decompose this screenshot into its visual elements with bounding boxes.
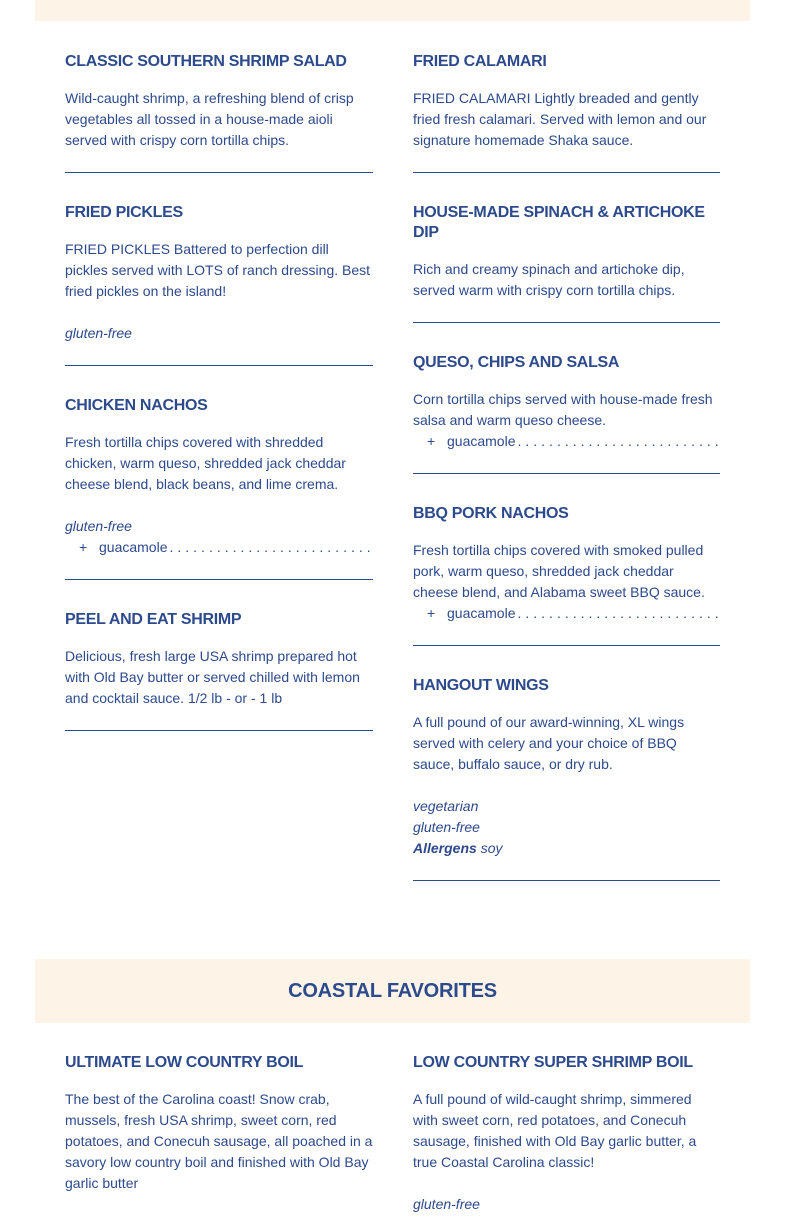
item-description: Corn tortilla chips served with house-made fresh salsa and warm queso cheese. [413,391,713,428]
addon-option [413,603,720,624]
plus-icon: + [427,433,436,449]
menu-item [65,203,373,366]
tag-gluten-free: gluten-free [65,518,132,534]
addon-option [65,537,373,558]
item-description: Rich and creamy spinach and artichoke dip, served warm with crispy corn tortilla chips. [413,261,685,298]
item-title: ULTIMATE LOW COUNTRY BOIL [65,1054,304,1071]
item-description: A full pound of wild-caught shrimp, simmered with sweet corn, red potatoes, and Conecuh sausage, finished with Old Bay garlic butter, a true Coastal Carolina classic! [413,1091,697,1170]
item-description: Delicious, fresh large USA shrimp prepared hot with Old Bay butter or served chilled with lemon and cocktail sauce. 1/2 lb - or - 1 lb [65,648,360,706]
dietary-tags [65,323,373,344]
menu-item [413,1053,720,1215]
item-description: Fresh tortilla chips covered with shredded chicken, warm queso, shredded jack cheddar cheese blend, black beans, and lime crema. [65,434,346,492]
plus-icon: + [427,605,436,621]
plus-icon: + [79,539,88,555]
item-title: HANGOUT WINGS [413,677,549,694]
top-band [35,0,750,21]
dot-leader [518,603,721,624]
menu-item [413,504,720,646]
tag-gluten-free: gluten-free [413,819,480,835]
item-title: PEEL AND EAT SHRIMP [65,611,242,628]
tag-gluten-free: gluten-free [65,325,132,341]
item-description: FRIED PICKLES Battered to perfection dill pickles served with LOTS of ranch dressing. Best fried pickles on the island! [65,241,371,299]
menu-item [65,610,373,731]
item-description: Fresh tortilla chips covered with smoked pulled pork, warm queso, shredded jack cheddar cheese blend, and Alabama sweet BBQ sauce. [413,542,705,600]
allergens-label: Allergens [413,840,477,856]
allergens-line [413,838,720,859]
menu-item [413,203,720,323]
coastal-column-right [413,1053,720,1215]
tag-gluten-free: gluten-free [413,1196,480,1212]
menu-item [413,676,720,881]
item-title: QUESO, CHIPS AND SALSA [413,354,620,371]
item-title: CLASSIC SOUTHERN SHRIMP SALAD [65,53,347,70]
menu-column-right [413,52,720,911]
item-description: FRIED CALAMARI Lightly breaded and gently fried fresh calamari. Served with lemon and our signature homemade Shaka sauce. [413,90,707,148]
menu-item [65,1053,373,1194]
addon-option [413,431,720,452]
section-header [35,959,750,1023]
menu-item [413,52,720,173]
item-description: Wild-caught shrimp, a refreshing blend of crisp vegetables all tossed in a house-made aioli served with crispy corn tortilla chips. [65,90,354,148]
addon-name: guacamole [99,539,168,555]
menu-column-left [65,52,373,761]
dietary-tags [65,516,373,537]
menu-item [65,396,373,580]
dietary-tags [413,796,720,859]
addon-name: guacamole [447,433,516,449]
menu-item [65,52,373,173]
menu-item [413,353,720,474]
section-title: COASTAL FAVORITES [288,980,497,1002]
item-title: LOW COUNTRY SUPER SHRIMP BOIL [413,1054,693,1071]
allergens-value: soy [480,840,503,856]
dot-leader [518,431,721,452]
item-title: CHICKEN NACHOS [65,397,208,414]
item-title: FRIED PICKLES [65,204,183,221]
tag-vegetarian: vegetarian [413,798,479,814]
addon-name: guacamole [447,605,516,621]
item-description: The best of the Carolina coast! Snow crab, mussels, fresh USA shrimp, sweet corn, red potatoes, and Conecuh sausage, all poached in a savory low country boil and finished with Old Bay garlic butter [65,1091,373,1191]
item-title: HOUSE-MADE SPINACH & ARTICHOKE DIP [413,204,705,241]
dietary-tags [413,1194,720,1215]
coastal-column-left [65,1053,373,1194]
dot-leader [170,537,374,558]
item-title: BBQ PORK NACHOS [413,505,569,522]
item-title: FRIED CALAMARI [413,53,547,70]
item-description: A full pound of our award-winning, XL wings served with celery and your choice of BBQ sauce, buffalo sauce, or dry rub. [413,714,685,772]
